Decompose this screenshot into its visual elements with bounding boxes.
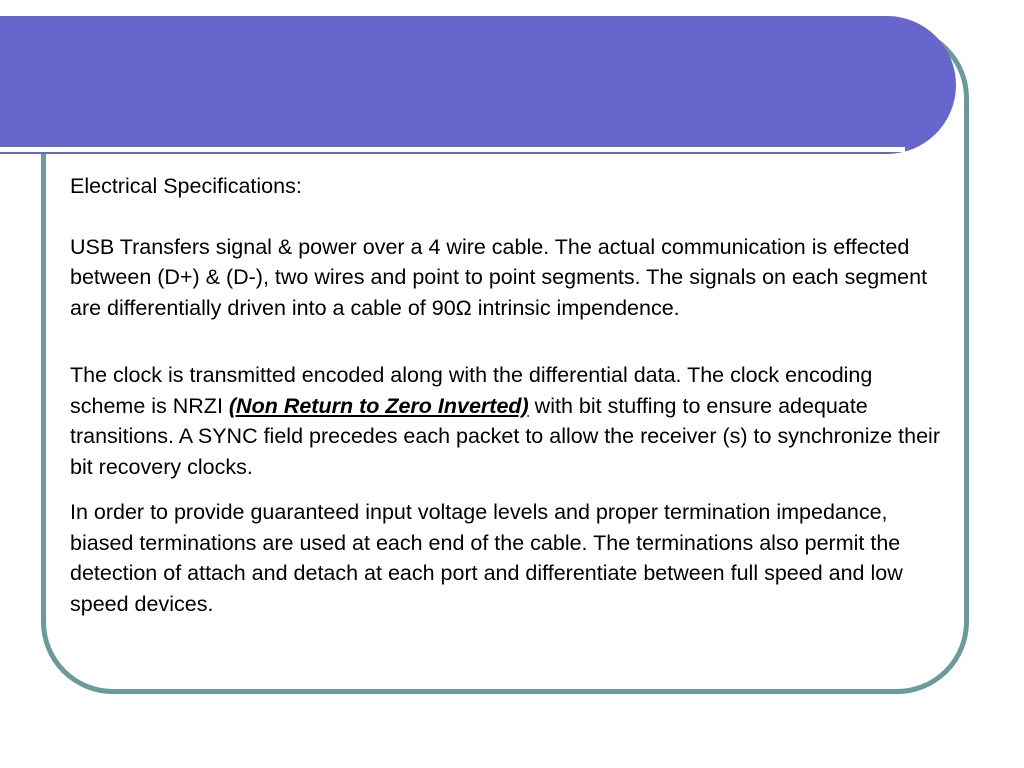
paragraph-clock-text-before: The clock is transmitted encoded along with the differential data. The clock encoding scheme is NRZI [70,363,873,418]
header-divider-line [0,147,905,152]
paragraph-terminations: In order to provide guaranteed input voltage levels and proper termination impedance, biased terminations are used at each end of the cable. The terminations also permit the detection of attach and detach at each port and differentiate between full speed and low speed devices. [70,500,903,616]
paragraph-usb-transfers: USB Transfers signal & power over a 4 wire cable. The actual communication is effected between (D+) & (D-), two wires and point to point segments. The signals on each segment are differentially driven into a cable of 90Ω intrinsic impendence. [70,234,928,320]
section-heading: Electrical Specifications: [70,174,302,198]
header-band [0,16,956,154]
slide-body [70,171,950,619]
paragraph-clock-text-after: with bit stuffing to ensure adequate transitions. A SYNC field precedes each packet to allow the receiver (s) to synchronize their bit recovery clocks. [70,393,940,479]
nrzi-emphasis: (Non Return to Zero Inverted) [228,393,529,418]
paragraph-clock-encoding [70,360,950,482]
